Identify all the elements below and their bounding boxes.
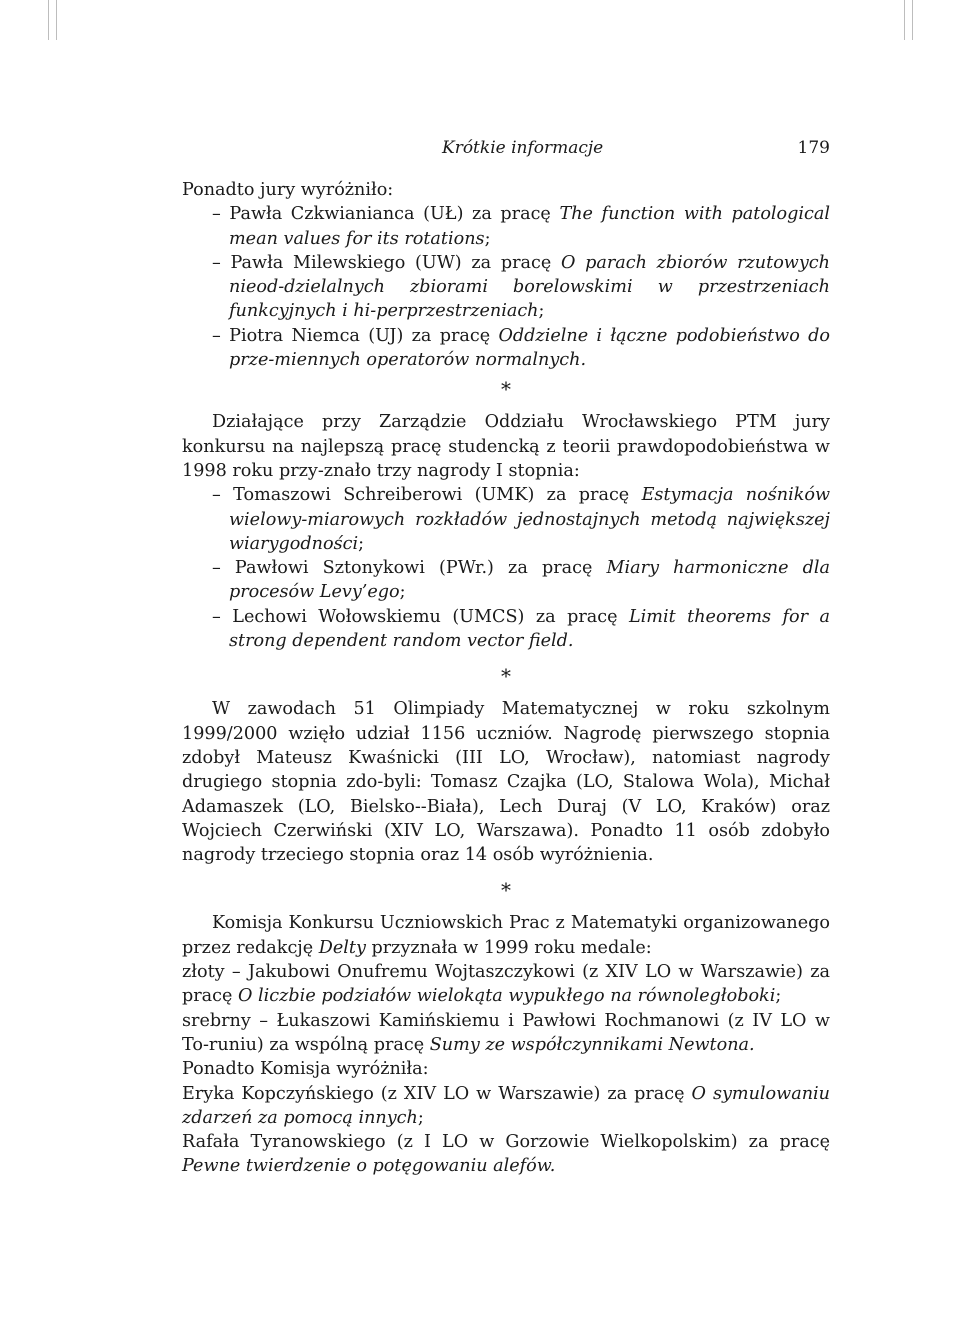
crop-mark-left-inner [56,0,57,40]
distinction-author: Eryka Kopczyńskiego (z XIV LO w Warszawie) za pracę [182,1083,692,1104]
section3-paragraph: W zawodach 51 Olimpiady Matematycznej w roku szkolnym 1999/2000 wzięło udział 1156 uczniów. Nagrodę pierwszego stopnia zdobył Mateusz Kwaśnicki (III LO, Wrocław), natomiast nagrody drugiego stopnia zdo-byli: Tomasz Czajka (LO, Stalowa Wola), Michał Adamaszek (LO, Bielsko--Biała), Lech Duraj (V LO, Kraków) oraz Wojciech Czerwiński (XIV LO, Warszawa). Ponadto 11 osób zdobyło nagrody trzeciego stopnia oraz 14 osób wyróżnienia. [182,699,830,866]
distinction-entry [182,1130,830,1179]
item-author: – Pawła Milewskiego (UW) za pracę [212,252,561,273]
section1-intro: Ponadto jury wyróżniło: [182,180,394,200]
page-body [182,178,830,1179]
silver-medal-entry [182,1009,830,1058]
item-title: O parach zbiorów rzutowych nieod-dzielalnych zbiorami borelowskimi w przestrzeniach funkcyjnych i hi-perprzestrzeniach [229,252,830,322]
crop-mark-right-inner [904,0,905,40]
section1-item [182,324,830,373]
running-header [182,136,830,164]
document-page [182,0,830,1329]
intro-text-end: przyznała w 1999 roku medale: [365,937,652,958]
item-author: – Piotra Niemca (UJ) za pracę [212,325,499,346]
item-author: – Pawła Czkwianianca (UŁ) za pracę [212,204,560,225]
item-title: Estymacja nośników wielowy-miarowych rozkładów jednostajnych metodą największej wiarygodności [229,485,831,554]
section-separator: * [501,878,511,903]
page-number: 179 [797,138,830,158]
running-title: Krótkie informacje [442,138,604,158]
item-suffix: ; [538,301,545,322]
section-separator: * [501,377,511,402]
item-title: Limit theorems for a strong dependent random vector field. [229,606,831,652]
crop-mark-left-outer [48,0,49,40]
gold-medal-entry [182,960,830,1009]
distinction-entry [182,1082,830,1131]
silver-title: Sumy ze współczynnikami Newtona. [429,1034,755,1055]
journal-name: Delty [318,937,366,958]
section1-item [182,251,830,324]
gold-author: złoty – Jakubowi Onufremu Wojtaszczykowi (z XIV LO w Warszawie) za pracę [182,962,830,1007]
item-title: The function with patological mean values for its rotations [229,204,831,249]
section1-item [182,202,830,251]
distinction-author: Rafała Tyranowskiego (z I LO w Gorzowie Wielkopolskim) za pracę [182,1132,830,1153]
intro-text: Komisja Konkursu Uczniowskich Prac z Matematyki organizowanego przez redakcję [182,913,830,958]
item-author: – Lechowi Wołowskiemu (UMCS) za pracę [212,606,629,627]
distinction-suffix: ; [417,1107,424,1128]
item-title: Oddzielne i łączne podobieństwo do prze-miennych operatorów normalnych. [229,325,830,371]
item-author: – Pawłowi Sztonykowi (PWr.) za pracę [212,558,607,579]
distinction-title: Pewne twierdzenie o potęgowaniu alefów. [182,1156,556,1177]
item-author: – Tomaszowi Schreiberowi (UMK) za pracę [212,485,642,506]
gold-suffix: ; [775,986,782,1007]
crop-mark-right-outer [912,0,913,40]
section2-item [182,556,830,605]
distinction-title: O symulowaniu zdarzeń za pomocą innych [182,1083,830,1128]
section2-intro: Działające przy Zarządzie Oddziału Wrocławskiego PTM jury konkursu na najlepszą pracę studencką z teorii prawdopodobieństwa w 1998 roku przy-znało trzy nagrody I stopnia: [182,412,830,481]
section2-item [182,605,830,654]
item-suffix: ; [358,533,365,554]
gold-title: O liczbie podziałów wielokąta wypukłego na równoległoboki [238,986,776,1007]
item-suffix: ; [484,228,491,249]
distinction-intro: Ponadto Komisja wyróżniła: [182,1059,429,1080]
item-title: Miary harmoniczne dla procesów Levy’ego [229,558,830,603]
section4-intro [182,911,830,960]
item-suffix: ; [399,582,406,603]
section2-item [182,483,830,556]
silver-authors: srebrny – Łukaszowi Kamińskiemu i Pawłowi Rochmanowi (z IV LO w To-runiu) za wspólną pracę [182,1010,830,1055]
section-separator: * [501,664,511,689]
